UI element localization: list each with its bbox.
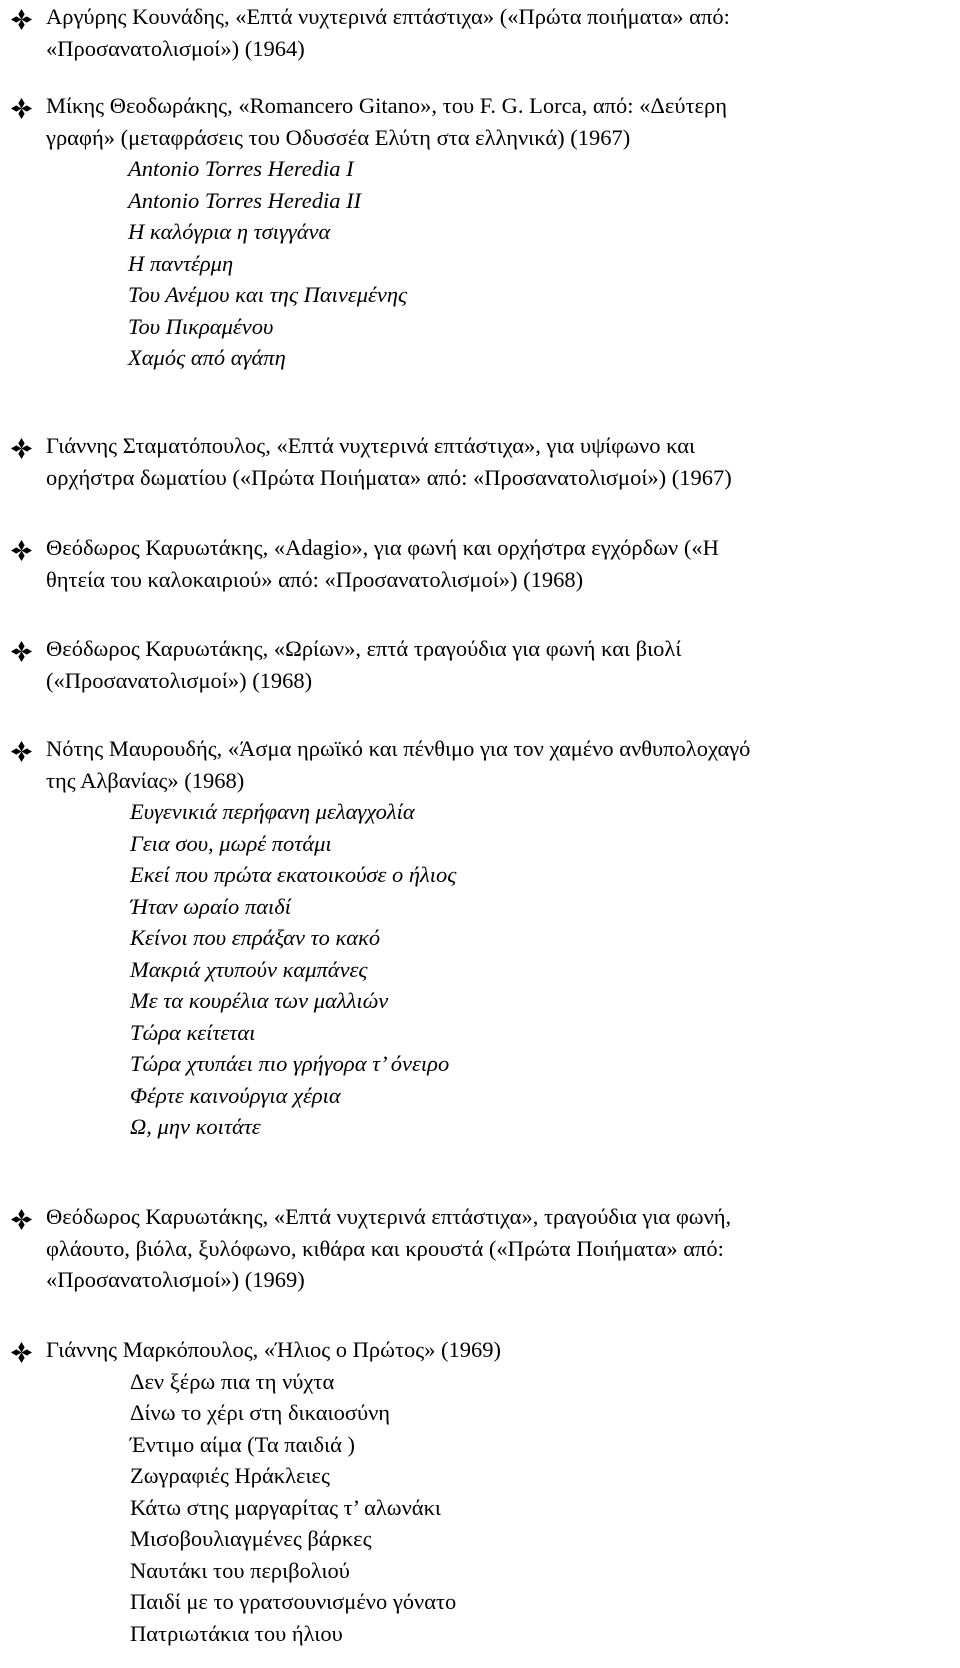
- list-entry: [0, 633, 960, 696]
- entry-title-line: («Προσανατολισμοί») (1968): [46, 667, 313, 693]
- four-diamond-flower-icon: [11, 438, 32, 459]
- song-title: Ήταν ωραίο παιδί: [130, 893, 291, 919]
- list-entry: [0, 733, 960, 1143]
- four-diamond-flower-icon: [11, 1342, 32, 1363]
- song-title: Μισοβουλιαγμένες βάρκες: [130, 1526, 372, 1551]
- list-entry: [0, 532, 960, 595]
- song-title: Χαμός από αγάπη: [128, 345, 286, 370]
- song-title: Ευγενικιά περήφανη μελαγχολία: [130, 799, 415, 824]
- list-entry: [0, 90, 960, 374]
- song-title: Antonio Torres Heredia I: [128, 156, 354, 181]
- song-title: Τώρα χτυπάει πιο γρήγορα τ’ όνειρο: [130, 1051, 450, 1076]
- song-title: Δίνω το χέρι στη δικαιοσύνη: [130, 1400, 391, 1425]
- song-title: Με τα κουρέλια των μαλλιών: [130, 988, 389, 1013]
- song-title: Antonio Torres Heredia II: [128, 187, 362, 213]
- entry-title-line: Νότης Μαυρουδής, «Άσμα ηρωϊκό και πένθιμο για τον χαμένο ανθυπολοχαγό: [46, 736, 751, 761]
- four-diamond-flower-icon: [11, 9, 32, 30]
- entry-title-line: γραφή» (μεταφράσεις του Οδυσσέα Ελύτη στα ελληνικά) (1967): [46, 124, 631, 150]
- song-title: Του Ανέμου και της Παινεμένης: [128, 282, 408, 307]
- song-title: Εκεί που πρώτα εκατοικούσε ο ήλιος: [130, 862, 457, 887]
- song-title: Κείνοι που επράξαν το κακό: [130, 925, 381, 950]
- song-title: Ζωγραφιές Ηράκλειες: [130, 1463, 330, 1488]
- entry-title-line: φλάουτο, βιόλα, ξυλόφωνο, κιθάρα και κρουστά («Πρώτα Ποιήματα» από:: [46, 1235, 724, 1261]
- entry-title-line: της Αλβανίας» (1968): [46, 767, 245, 793]
- list-entry: [0, 430, 960, 493]
- song-title: Φέρτε καινούργια χέρια: [130, 1082, 341, 1108]
- entry-title-line: Γιάννης Μαρκόπουλος, «Ήλιος ο Πρώτος» (1969): [46, 1337, 502, 1362]
- four-diamond-flower-icon: [11, 98, 32, 119]
- song-title: Παιδί με το γρατσουνισμένο γόνατο: [130, 1589, 457, 1614]
- entry-title-line: «Προσανατολισμοί») (1969): [46, 1267, 305, 1292]
- song-title: Του Πικραμένου: [128, 313, 274, 339]
- four-diamond-flower-icon: [11, 641, 32, 662]
- entry-title-line: «Προσανατολισμοί») (1964): [46, 35, 305, 61]
- list-entry: [0, 1, 960, 64]
- four-diamond-flower-icon: [11, 1209, 32, 1230]
- entry-title-line: Γιάννης Σταματόπουλος, «Επτά νυχτερινά επτάστιχα», για υψίφωνο και: [46, 433, 696, 458]
- song-title: Τώρα κείτεται: [130, 1019, 256, 1045]
- entry-title-line: Μίκης Θεοδωράκης, «Romancero Gitano», του F. G. Lorca, από: «Δεύτερη: [46, 93, 727, 118]
- four-diamond-flower-icon: [11, 741, 32, 762]
- entry-title-line: Θεόδωρος Καρυωτάκης, «Επτά νυχτερινά επτάστιχα», τραγούδια για φωνή,: [46, 1204, 732, 1229]
- entry-title-line: Θεόδωρος Καρυωτάκης, «Adagio», για φωνή και ορχήστρα εγχόρδων («Η: [46, 535, 719, 560]
- song-title: Έντιμο αίμα (Τα παιδιά ): [130, 1431, 355, 1457]
- entry-title-line: Αργύρης Κουνάδης, «Επτά νυχτερινά επτάστιχα» («Πρώτα ποιήματα» από:: [46, 4, 730, 29]
- song-title: Ναυτάκι του περιβολιού: [130, 1557, 350, 1583]
- four-diamond-flower-icon: [11, 540, 32, 561]
- entry-title-line: Θεόδωρος Καρυωτάκης, «Ωρίων», επτά τραγούδια για φωνή και βιολί: [46, 636, 682, 661]
- song-title: Ω, μην κοιτάτε: [130, 1114, 261, 1139]
- song-title: Πατριωτάκια του ήλιου: [130, 1620, 343, 1646]
- list-entry: [0, 1201, 960, 1296]
- song-title: Δεν ξέρω πια τη νύχτα: [130, 1368, 335, 1394]
- song-title: Η παντέρμη: [128, 250, 234, 276]
- entry-title-line: ορχήστρα δωματίου («Πρώτα Ποιήματα» από: «Προσανατολισμοί») (1967): [46, 464, 732, 490]
- list-entry: [0, 1334, 960, 1649]
- entry-title-line: θητεία του καλοκαιριού» από: «Προσανατολισμοί») (1968): [46, 566, 584, 592]
- song-title: Κάτω στης μαργαρίτας τ’ αλωνάκι: [130, 1494, 441, 1520]
- song-title: Μακριά χτυπούν καμπάνες: [130, 956, 368, 982]
- song-title: Η καλόγρια η τσιγγάνα: [128, 219, 331, 244]
- song-title: Γεια σου, μωρέ ποτάμι: [130, 830, 332, 856]
